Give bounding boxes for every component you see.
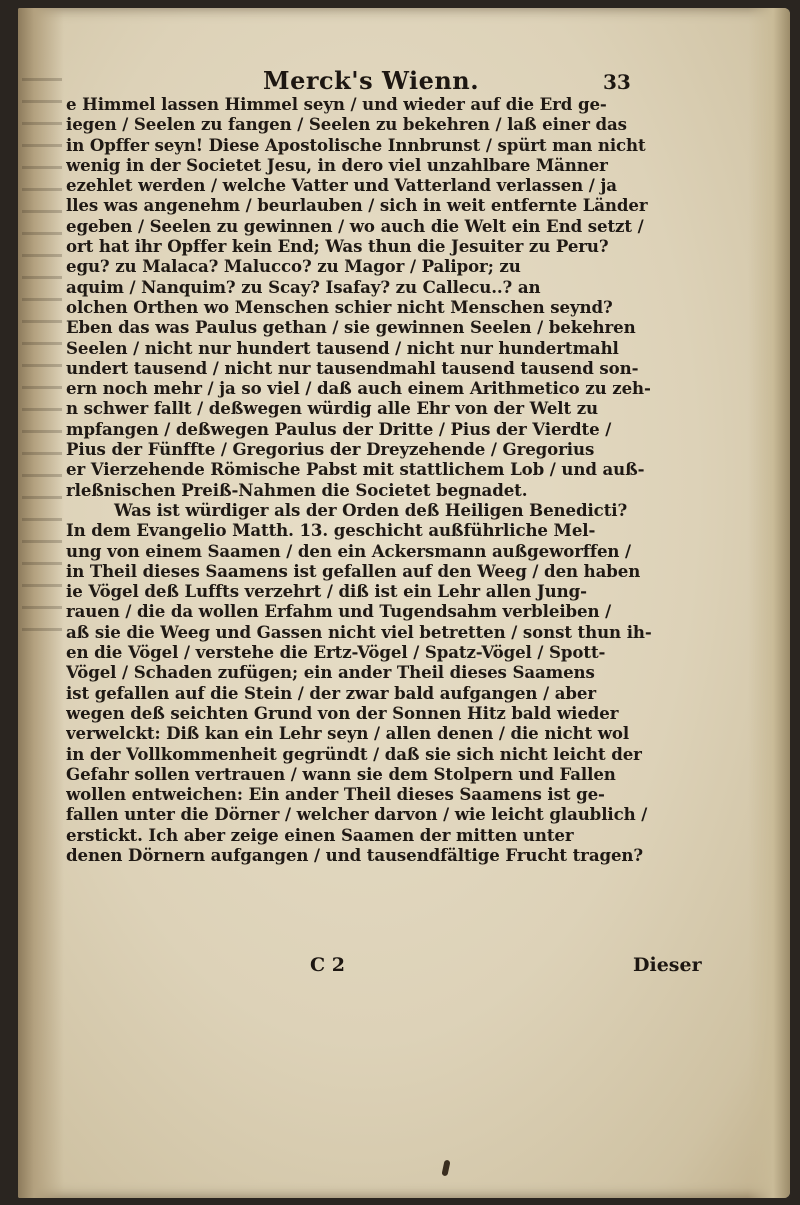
text-line: Gefahr sollen vertrauen / wann sie dem Stolpern und Fallen (66, 763, 616, 784)
text-line: olchen Orthen wo Menschen schier nicht Menschen seynd? (66, 296, 613, 317)
text-line: denen Dörnern aufgangen / und tausendfältige Frucht tragen? (66, 844, 644, 865)
text-line: mpfangen / deßwegen Paulus der Dritte / Pius der Vierdte / (66, 418, 612, 439)
text-line: ern noch mehr / ja so viel / daß auch einem Arithmetico zu zeh- (66, 378, 651, 399)
text-line: Vögel / Schaden zufügen; ein ander Theil dieses Saamens (66, 662, 595, 683)
text-line: egu? zu Malaca? Malucco? zu Magor / Palipor; zu (66, 256, 521, 277)
paragraph-start-line: Was ist würdiger als der Orden deß Heiligen Benedicti? (114, 499, 628, 520)
ink-blot (441, 1160, 450, 1177)
text-line: ung von einem Saamen / den ein Ackersmann außgeworffen / (66, 540, 632, 561)
text-line: ist gefallen auf die Stein / der zwar bald aufgangen / aber (66, 682, 596, 703)
body-text (66, 94, 756, 865)
text-line: iegen / Seelen zu fangen / Seelen zu bekehren / laß einer das (66, 114, 627, 135)
text-line: aquim / Nanquim? zu Scay? Isafay? zu Callecu..? an (66, 276, 541, 297)
text-line: wenig in der Societet Jesu, in dero viel unzahlbare Männer (66, 154, 608, 175)
text-line: in Opffer seyn! Diese Apostolische Innbrunst / spürt man nicht (66, 134, 646, 155)
text-line: ezehlet werden / welche Vatter und Vatterland verlassen / ja (66, 175, 617, 196)
page-footer (18, 954, 790, 982)
text-line: ie Vögel deß Luffts verzehrt / diß ist ein Lehr allen Jung- (66, 581, 587, 602)
text-line: Pius der Fünffte / Gregorius der Dreyzehende / Gregorius (66, 439, 595, 460)
bleed-through-marks (22, 78, 62, 638)
text-line: aß sie die Weeg und Gassen nicht viel betretten / sonst thun ih- (66, 621, 652, 642)
page-number: 33 (603, 70, 631, 94)
text-line: undert tausend / nicht nur tausendmahl tausend tausend son- (66, 357, 639, 378)
running-head (18, 66, 790, 96)
text-line: erstickt. Ich aber zeige einen Saamen der mitten unter (66, 824, 574, 845)
text-line: egeben / Seelen zu gewinnen / wo auch die Welt ein End setzt / (66, 215, 644, 236)
text-line: e Himmel lassen Himmel seyn / und wieder auf die Erd ge- (66, 94, 607, 114)
text-line: wollen entweichen: Ein ander Theil dieses Saamens ist ge- (66, 784, 605, 805)
text-line: n schwer fallt / deßwegen würdig alle Ehr von der Welt zu (66, 398, 599, 419)
text-line: in der Vollkommenheit gegründt / daß sie sich nicht leicht der (66, 743, 642, 764)
text-line: en die Vögel / verstehe die Ertz-Vögel / Spatz-Vögel / Spott- (66, 642, 606, 663)
catchword: Dieser (633, 954, 702, 976)
signature-mark: C 2 (310, 954, 345, 976)
text-line: Eben das was Paulus gethan / sie gewinnen Seelen / bekehren (66, 317, 636, 338)
text-line: rleßnischen Preiß-Nahmen die Societet begnadet. (66, 479, 528, 500)
book-page (18, 8, 790, 1198)
text-line: fallen unter die Dörner / welcher darvon / wie leicht glaublich / (66, 804, 648, 825)
text-line: er Vierzehende Römische Pabst mit stattlichem Lob / und auß- (66, 459, 645, 480)
text-line: wegen deß seichten Grund von der Sonnen Hitz bald wieder (66, 702, 619, 723)
text-line: Seelen / nicht nur hundert tausend / nicht nur hundertmahl (66, 337, 619, 358)
text-line: ort hat ihr Opffer kein End; Was thun die Jesuiter zu Peru? (66, 236, 609, 257)
text-line: rauen / die da wollen Erfahm und Tugendsahm verbleiben / (66, 601, 612, 622)
page-title: Merck's Wienn. (263, 66, 480, 95)
text-line: verwelckt: Diß kan ein Lehr seyn / allen denen / die nicht wol (66, 723, 630, 744)
text-line: lles was angenehm / beurlauben / sich in weit entfernte Länder (66, 195, 648, 216)
text-line: in Theil dieses Saamens ist gefallen auf den Weeg / den haben (66, 560, 641, 581)
text-line: In dem Evangelio Matth. 13. geschicht außführliche Mel- (66, 520, 596, 541)
